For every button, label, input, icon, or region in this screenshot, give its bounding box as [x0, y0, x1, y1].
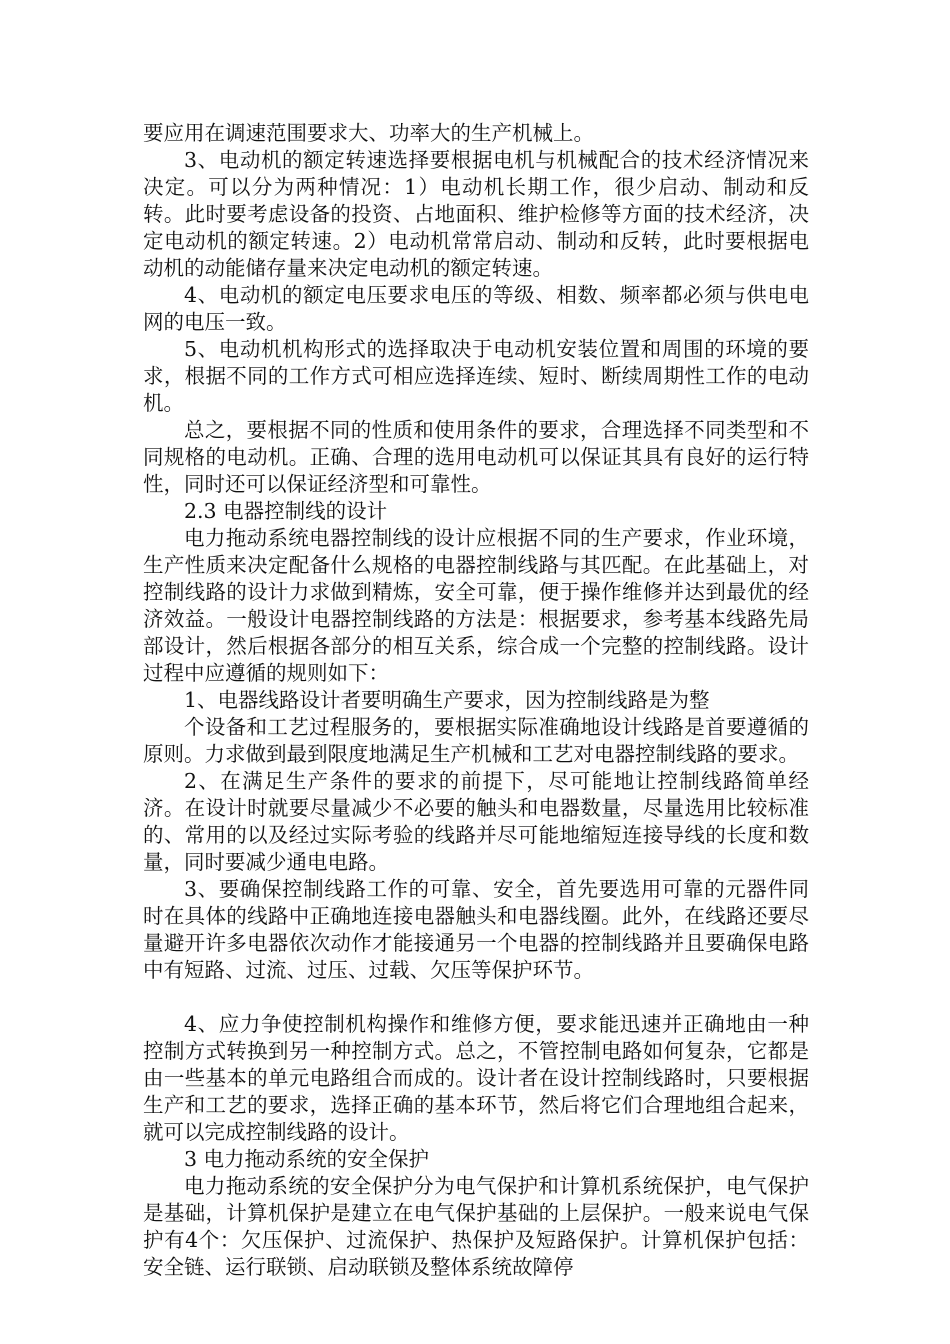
paragraph-8: 1、电器线路设计者要明确生产要求，因为控制线路是为整: [184, 688, 710, 712]
paragraph-5: 总之，要根据不同的性质和使用条件的要求，合理选择不同类型和不同规格的电动机。正确、合理的选用电动机可以保证其具有良好的运行特性，同时还可以保证经济型和可靠性。: [143, 418, 809, 496]
document-page: [143, 120, 809, 1281]
paragraph-11: 3、要确保控制线路工作的可靠、安全，首先要选用可靠的元器件同时在具体的线路中正确地连接电器触头和电器线圈。此外，在线路还要尽量避开许多电器依次动作才能接通另一个电器的控制线路并且要确保电路中有短路、过流、过压、过载、欠压等保护环节。: [143, 877, 809, 982]
paragraph-2: 3、电动机的额定转速选择要根据电机与机械配合的技术经济情况来决定。可以分为两种情况：1）电动机长期工作，很少启动、制动和反转。此时要考虑设备的投资、占地面积、维护检修等方面的技术经济，决定电动机的额定转速。2）电动机常常启动、制动和反转，此时要根据电动机的动能储存量来决定电动机的额定转速。: [143, 148, 809, 280]
paragraph-1: 要应用在调速范围要求大、功率大的生产机械上。: [143, 121, 594, 145]
paragraph-4: 5、电动机机构形式的选择取决于电动机安装位置和周围的环境的要求，根据不同的工作方式可相应选择连续、短时、断续周期性工作的电动机。: [143, 337, 809, 415]
paragraph-14: 电力拖动系统的安全保护分为电气保护和计算机系统保护，电气保护是基础，计算机保护是建立在电气保护基础的上层保护。一般来说电气保护有4个：欠压保护、过流保护、热保护及短路保护。计算机保护包括：安全链、运行联锁、启动联锁及整体系统故障停: [143, 1174, 809, 1279]
section-heading-2-3: 2.3 电器控制线的设计: [184, 499, 388, 523]
paragraph-9: 个设备和工艺过程服务的，要根据实际准确地设计线路是首要遵循的原则。力求做到最到限度地满足生产机械和工艺对电器控制线路的要求。: [143, 715, 809, 766]
paragraph-12: 4、应力争使控制机构操作和维修方便，要求能迅速并正确地由一种控制方式转换到另一种控制方式。总之，不管控制电路如何复杂，它都是由一些基本的单元电路组合而成的。设计者在设计控制线路时，只要根据生产和工艺的要求，选择正确的基本环节，然后将它们合理地组合起来，就可以完成控制线路的设计。: [143, 1012, 809, 1144]
paragraph-3: 4、电动机的额定电压要求电压的等级、相数、频率都必须与供电电网的电压一致。: [143, 283, 809, 334]
paragraph-10: 2、在满足生产条件的要求的前提下，尽可能地让控制线路简单经济。在设计时就要尽量减少不必要的触头和电器数量，尽量选用比较标准的、常用的以及经过实际考验的线路并尽可能地缩短连接导线的长度和数量，同时要减少通电电路。: [143, 769, 809, 874]
paragraph-7: 电力拖动系统电器控制线的设计应根据不同的生产要求，作业环境，生产性质来决定配备什么规格的电器控制线路与其匹配。在此基础上，对控制线路的设计力求做到精炼，安全可靠，便于操作维修并达到最优的经济效益。一般设计电器控制线路的方法是：根据要求，参考基本线路先局部设计，然后根据各部分的相互关系，综合成一个完整的控制线路。设计过程中应遵循的规则如下：: [143, 526, 809, 685]
section-heading-3: 3 电力拖动系统的安全保护: [184, 1147, 430, 1171]
